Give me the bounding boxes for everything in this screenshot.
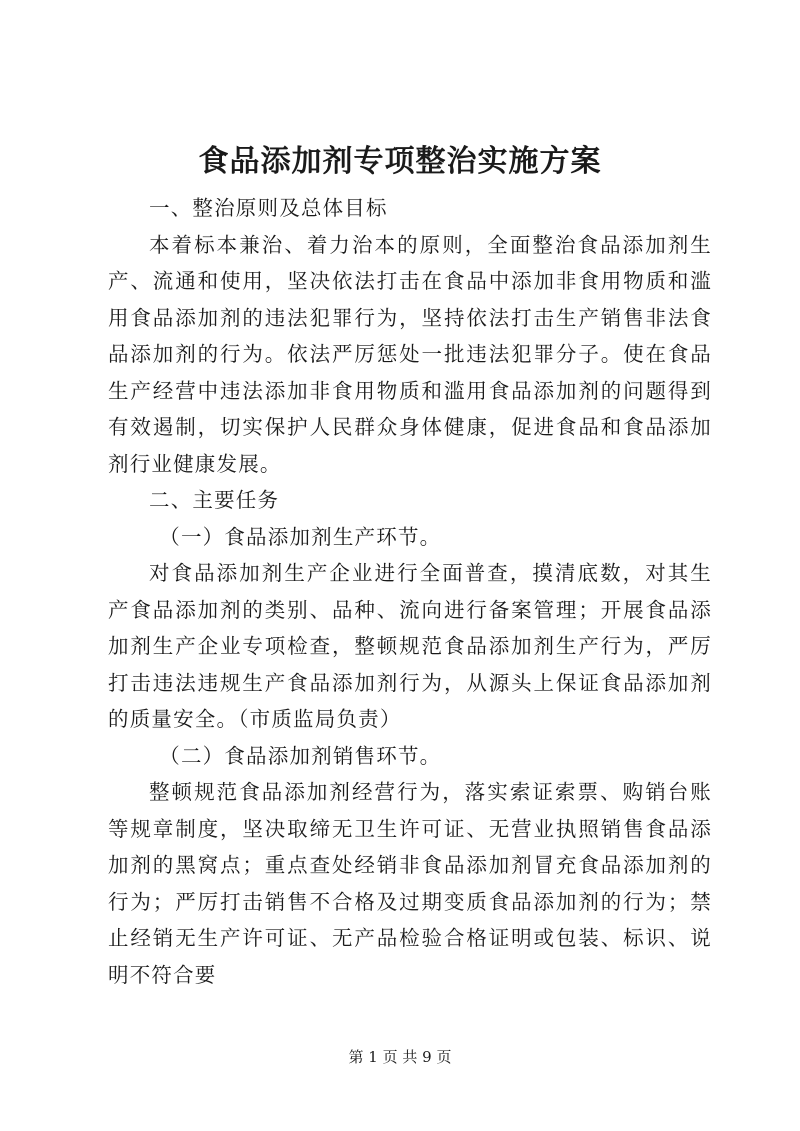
section-heading-2: 二、主要任务 xyxy=(149,488,280,512)
document-body xyxy=(108,190,712,993)
document-title: 食品添加剂专项整治实施方案 xyxy=(198,144,602,179)
paragraph-production: 对食品添加剂生产企业进行全面普查，摸清底数，对其生产食品添加剂的类别、品种、流向进行备案管理；开展食品添加剂生产企业专项检查，整顿规范食品添加剂生产行为，严厉打击违法违规生产食品添加剂行为，从源头上保证食品添加剂的质量安全。（市质监局负责） xyxy=(108,561,712,731)
paragraph-principles: 本着标本兼治、着力治本的原则，全面整治食品添加剂生产、流通和使用，坚决依法打击在食品中添加非食用物质和滥用食品添加剂的违法犯罪行为，坚持依法打击生产销售非法食品添加剂的行为。依法严厉惩处一批违法犯罪分子。使在食品生产经营中违法添加非食用物质和滥用食品添加剂的问题得到有效遏制，切实保护人民群众身体健康，促进食品和食品添加剂行业健康发展。 xyxy=(108,232,712,476)
section-heading-1: 一、整治原则及总体目标 xyxy=(149,196,388,220)
paragraph-sales: 整顿规范食品添加剂经营行为，落实索证索票、购销台账等规章制度，坚决取缔无卫生许可证、无营业执照销售食品添加剂的黑窝点；重点查处经销非食品添加剂冒充食品添加剂的行为；严厉打击销售不合格及过期变质食品添加剂的行为；禁止经销无生产许可证、无产品检验合格证明或包装、标识、说明不符合要 xyxy=(108,780,712,987)
page-number: 第 1 页 共 9 页 xyxy=(348,1048,452,1066)
subsection-heading-production: （一）食品添加剂生产环节。 xyxy=(159,524,442,549)
subsection-heading-sales: （二）食品添加剂销售环节。 xyxy=(159,743,442,768)
